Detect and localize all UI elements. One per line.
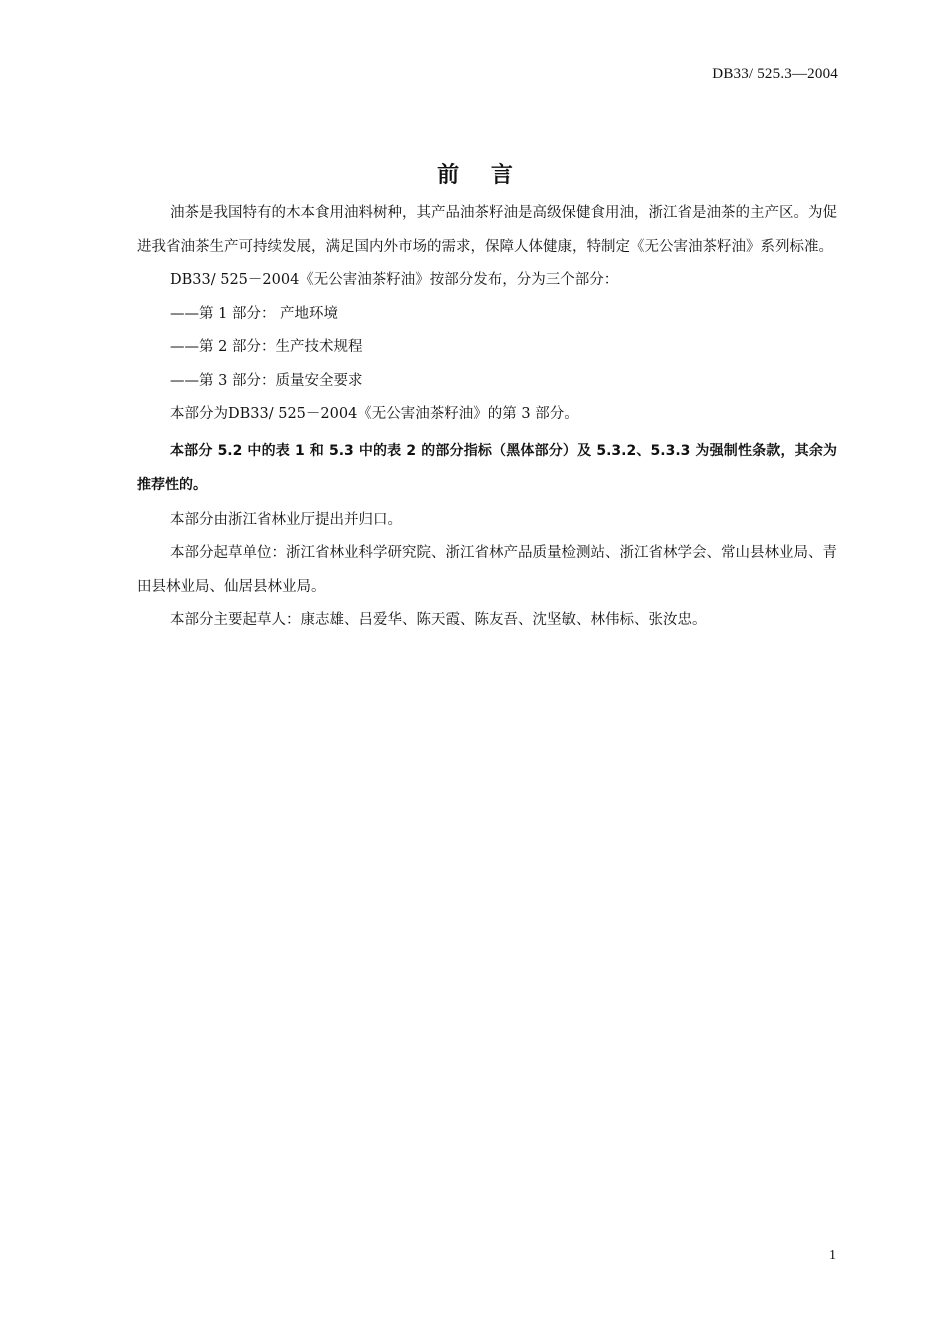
page-title: 前 言	[437, 163, 525, 188]
paragraph-mandatory-clauses: 本部分 5.2 中的表 1 和 5.3 中的表 2 的部分指标（黑体部分）及 5.3.2、5.3.3 为强制性条款，其余为推荐性的。	[137, 442, 837, 493]
paragraph-intro: 油茶是我国特有的木本食用油料树种，其产品油茶籽油是高级保健食用油，浙江省是油茶的主产区。为促进我省油茶生产可持续发展，满足国内外市场的需求，保障人体健康，特制定《无公害油茶籽油》系列标准。	[137, 205, 837, 255]
list-item-part-2: ——第 2 部分：生产技术规程	[170, 339, 363, 355]
paragraph-this-part: 本部分为DB33/ 525－2004《无公害油茶籽油》的第 3 部分。	[170, 406, 579, 422]
page-number: 1	[829, 1248, 836, 1263]
foreword-body	[137, 197, 837, 638]
paragraph-parts-intro: DB33/ 525－2004《无公害油茶籽油》按部分发布，分为三个部分：	[170, 272, 619, 288]
list-item-part-3: ——第 3 部分：质量安全要求	[170, 372, 363, 389]
paragraph-drafting-units: 本部分起草单位：浙江省林业科学研究院、浙江省林产品质量检测站、浙江省林学会、常山县林业局、青田县林业局、仙居县林业局。	[137, 545, 837, 595]
paragraph-drafters: 本部分主要起草人：康志雄、吕爱华、陈天霞、陈友吾、沈坚敏、林伟标、张汝忠。	[170, 612, 707, 628]
paragraph-proposed-by: 本部分由浙江省林业厅提出并归口。	[170, 511, 402, 528]
document-code: DB33/ 525.3—2004	[712, 66, 838, 82]
list-item-part-1: ——第 1 部分： 产地环境	[170, 305, 339, 322]
